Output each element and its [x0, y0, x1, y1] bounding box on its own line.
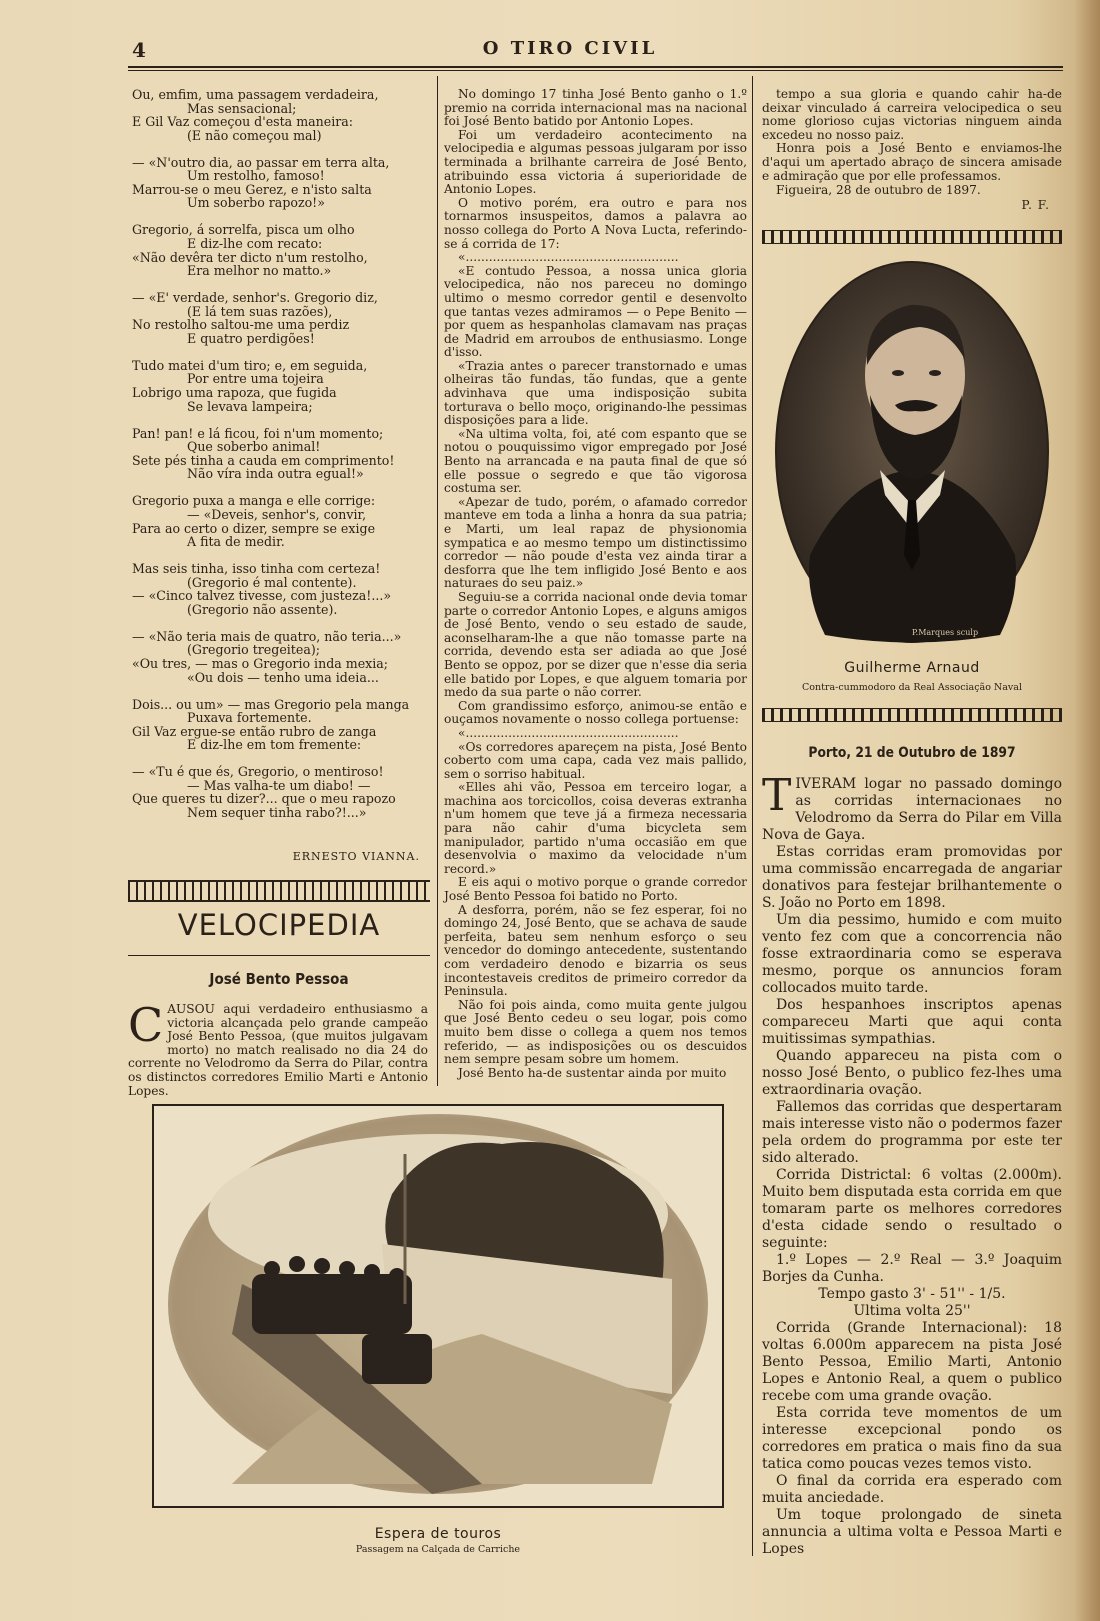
- ornament-divider-2: [762, 230, 1062, 244]
- paragraph: Não foi pois ainda, como muita gente julgou que José Bento cedeu o seu logar, pois como muito bem disse o collega a quem nos temos referido, — as indisposições ou os descuidos nem sempre pesam sobre um homem.: [444, 997, 747, 1067]
- poem-stanza: [132, 494, 427, 548]
- poem-line: (E lá tem suas razões),: [187, 303, 333, 319]
- poem-stanza: [132, 698, 427, 752]
- poem-stanza: [132, 88, 427, 142]
- paragraph: Estas corridas eram promovidas por uma commissão encarregada de angariar donativos para festejar brilhantemente o S. João no Porto em 1898.: [762, 844, 1062, 911]
- column-3-text: [762, 88, 1062, 183]
- poem-stanza: [132, 291, 427, 345]
- paragraph: «Elles ahi vão, Pessoa em terceiro logar, a machina aos torcicollos, coisa deveras extranha n'um homem que teve já a firmeza necessaria para não cahir d'uma bicycleta sem manipulador, partido n'uma occasião em que desenvolvia o maximo da velocidade n'um record.»: [444, 780, 747, 876]
- header-rule: [128, 66, 1063, 68]
- paragraph: Corrida Districtal: 6 voltas (2.000m). Muito bem disputada esta corrida em que tomaram parte os melhores corredores d'esta cidade sendo o resultado o seguinte:: [762, 1167, 1062, 1251]
- paragraph: Um toque prolongado de sineta annuncia a ultima volta e Pessoa Marti e Lopes: [762, 1507, 1062, 1557]
- drop-cap: C: [128, 998, 164, 1052]
- poem-line: No restolho saltou-me uma perdiz: [132, 317, 350, 333]
- poem-line: Por entre uma tojeira: [187, 371, 324, 387]
- portrait-engraving: [770, 255, 1055, 650]
- poem-stanza: [132, 223, 427, 277]
- race-last-lap: Ultima volta 25'': [853, 1303, 971, 1319]
- drop-cap: T: [762, 770, 792, 821]
- page-edge-shadow: [1074, 0, 1100, 1621]
- poem-line: Lobrigo uma rapoza, que fugida: [132, 385, 337, 401]
- paragraph: Um dia pessimo, humido e com muito vento fez com que a concorrencia não fosse extraordinaria como se esperava mesmo, porque os annuncios foram collocados muito tarde.: [762, 912, 1062, 996]
- portrait-caption: Guilherme Arnaud: [844, 660, 980, 676]
- paragraph: Foi um verdadeiro acontecimento na velocipedia e algumas pessoas julgaram por isso terminada a brilhante carreira de José Bento, atribuindo essa victoria á superioridade de Antonio Lopes.: [444, 127, 747, 197]
- paragraph: Esta corrida teve momentos de um interesse excepcional pondo os corredores em pratica o mais fino da sua tatica como poucas vezes temos visto.: [762, 1405, 1062, 1472]
- poem-line: Marrou-se o meu Gerez, e n'isto salta: [132, 181, 372, 197]
- poem-line: A fita de medir.: [187, 534, 285, 550]
- poem-line: «Não devêra ter dicto n'um restolho,: [132, 249, 368, 265]
- poem-line: E Gil Vaz começou d'esta maneira:: [132, 114, 354, 130]
- poem-stanza: [132, 156, 427, 210]
- paragraph: Corrida (Grande Internacional): 18 voltas 6.000m apparecem na pista José Bento Pessoa, Emilio Marti, Antonio Lopes e Antonio Real, a quem o publico recebe com uma grande ovação.: [762, 1320, 1062, 1404]
- poem-line: (Gregorio tregeitea);: [187, 642, 320, 658]
- porto-title: Porto, 21 de Outubro de 1897: [808, 745, 1016, 761]
- poem-line: — Mas valha-te um diabo! —: [187, 777, 371, 793]
- poem-line: Um restolho, famoso!: [187, 168, 325, 184]
- poem-line: Gregorio, á sorrelfa, pisca um olho: [132, 222, 355, 238]
- paragraph: Seguiu-se a corrida nacional onde devia tomar parte o corredor Antonio Lopes, e alguns amigos de José Bento, vendo o seu estado de saude, aconselharam-lhe a que não tomasse parte na corrida, devendo esta ser adiada ao que José Bento se oppoz, por se dizer que n'esse dia seria elle batido por Lopes, e que alguem tomaria por medo da sua parte o não correr.: [444, 589, 747, 700]
- column-rule-1: [437, 76, 438, 1086]
- poem-line: (Gregorio é mal contente).: [187, 574, 357, 590]
- poem-line: — «Devei̇s, senhor's, convir,: [187, 506, 367, 522]
- paragraph: No domingo 17 tinha José Bento ganho o 1.º premio na corrida internacional mas na nacional foi José Bento batido por Antonio Lopes.: [444, 87, 747, 129]
- poem-line: Um soberbo rapozo!»: [187, 195, 325, 211]
- poem-stanza: [132, 562, 427, 616]
- poem-line: — «Tu é que és, Gregorio, o mentiroso!: [132, 764, 384, 780]
- race-result: 1.º Lopes — 2.º Real — 3.º Joaquim Borjes da Cunha.: [762, 1252, 1062, 1285]
- poem-line: Sete pés tinha a cauda em comprimento!: [132, 452, 395, 468]
- poem-line: Se levava lampeira;: [187, 398, 313, 414]
- paragraph: «.......................................................: [458, 250, 679, 265]
- poem-line: Mas sensacional;: [187, 100, 297, 116]
- paragraph: O motivo porém, era outro e para nos tornarmos insuspeitos, damos a palavra ao nosso collega do Porto A Nova Lucta, referindo-se á corrida de 17:: [444, 195, 747, 251]
- poem-line: «Ou dois — tenho uma ideia...: [187, 669, 379, 685]
- paragraph: «.......................................................: [458, 725, 679, 740]
- poem-line: Pan! pan! e lá ficou, foi n'um momento;: [132, 425, 384, 441]
- poem-line: E quatro perdigões!: [187, 330, 315, 346]
- ornament-divider-3: [762, 708, 1062, 722]
- porto-article: [762, 770, 1062, 1558]
- poem-line: Tudo matei d'um tiro; e, em seguida,: [132, 357, 368, 373]
- poem-line: — «Não teria mais de quatro, não teria...»: [132, 628, 402, 644]
- poem-line: Que queres tu dizer?... que o meu rapozo: [132, 791, 396, 807]
- paragraph: Com grandissimo esforço, animou-se então e ouçamos novamente o nosso collega portuense:: [444, 698, 747, 727]
- paragraph: tempo a sua gloria e quando cahir ha-de deixar vinculado á carreira velocipedica o seu nome glorioso cujas victorias ninguem ainda excedeu no nosso paiz.: [762, 87, 1062, 142]
- poem-line: Puxava fortemente.: [187, 710, 312, 726]
- header-rule-thin: [128, 70, 1063, 71]
- paragraph: «E contudo Pessoa, a nossa unica gloria velocipedica, não nos pareceu no domingo ultimo o mesmo corredor gentil e desenvolto que tantas vezes admiramos — o Pepe Benito — por quem as hespanholas clamavam nas praças de Madrid em arroubos de enthusiasmo. Longe d'isso.: [444, 263, 747, 360]
- poem-line: Mas seis tinha, isso tinha com certeza!: [132, 561, 381, 577]
- photo-subcaption: Passagem na Calçada de Carriche: [355, 1544, 521, 1555]
- poem-line: Ou, emfim, uma passagem verdadeira,: [132, 87, 379, 102]
- poem-line: Nem sequer tinha rabo?!...»: [187, 804, 367, 820]
- paragraph: «Na ultima volta, foi, até com espanto que se notou o pouquissimo vigor empregado por José Bento na arrancada e na pauta final de que só elle possue o segredo e que tão vigorosa costuma ser.: [444, 426, 747, 496]
- poem-line: (E não começou mal): [187, 127, 322, 143]
- section-title: VELOCIPEDIA: [177, 908, 381, 942]
- paragraph: A desforra, porém, não se fez esperar, foi no domingo 24, José Bento, que se achava de saude perfeita, bateu sem nenhum esforço o seu vencedor do domingo antecedente, sustentando com verdadeiro denodo e bizarria os seus incontestaveis creditos de primeiro corredor da Peninsula.: [444, 902, 747, 999]
- photo-caption: Espera de touros: [374, 1526, 502, 1542]
- paragraph: Quando appareceu na pista com o nosso José Bento, o publico fez-lhes uma extraordinaria ovação.: [762, 1048, 1062, 1098]
- paragraph: «Apezar de tudo, porém, o afamado corredor manteve em toda a linha a honra da sua patria; e Marti, um leal rapaz de physionomia sympatica e ao mesmo tempo um distinctissimo corredor — não poude d'esta vez ainda tirar a desforra que lhe tem infligido José Bento e aos naturaes do seu paiz.»: [444, 494, 747, 591]
- paragraph: Fallemos das corridas que despertaram mais interesse visto não o podermos fazer pela ordem do programma por este ter sido alterado.: [762, 1099, 1062, 1166]
- poem: [132, 88, 427, 833]
- poem-stanza: [132, 359, 427, 413]
- poem-line: — «N'outro dia, ao passar em terra alta,: [132, 154, 390, 170]
- poem-stanza: [132, 765, 427, 819]
- page-number: 4: [132, 38, 146, 62]
- poem-line: — «Cinco talvez tivesse, com justeza!...»: [132, 588, 392, 604]
- journal-title: O TIRO CIVIL: [482, 38, 658, 59]
- portrait-subcaption: Contra-cummodoro da Real Associação Naval: [802, 682, 1022, 693]
- poem-line: Para ao certo o dizer, sempre se exige: [132, 520, 376, 536]
- poem-line: «Ou tres, — mas o Gregorio inda mexia;: [132, 655, 389, 671]
- paragraph: Honra pois a José Bento e enviamos-lhe d'aqui um apertado abraço de sincera amisade e admiração que por elle professamos.: [762, 141, 1062, 183]
- section-rule: [128, 955, 430, 956]
- poem-stanza: [132, 630, 427, 684]
- dateline: Figueira, 28 de outubro de 1897.: [776, 183, 981, 197]
- poem-line: Dois... ou um» — mas Gregorio pela manga: [132, 696, 410, 712]
- paragraph: IVERAM logar no passado domingo as corridas internacionaes no Velodromo da Serra do Pilar em Villa Nova de Gaya.: [762, 776, 1062, 843]
- poem-line: E diz-lhe em tom fremente:: [187, 737, 362, 753]
- bullfight-photograph: [152, 1104, 724, 1508]
- paragraph: Dos hespanhoes inscriptos apenas compareceu Marti que aqui conta muitissimas sympathias.: [762, 997, 1062, 1047]
- poem-line: Gil Vaz ergue-se então rubro de zanga: [132, 723, 377, 739]
- signature: P. F.: [1021, 198, 1050, 212]
- poem-line: Que soberbo animal!: [187, 439, 321, 455]
- race-time: Tempo gasto 3' - 51'' - 1/5.: [818, 1286, 1006, 1302]
- paragraph: José Bento ha-de sustentar ainda por muito: [458, 1065, 727, 1080]
- paragraph: O final da corrida era esperado com muita anciedade.: [762, 1473, 1062, 1506]
- intro-text: AUSOU aqui verdadeiro enthusiasmo a victoria alcançada pelo grande campeão José Bento Pessoa, (que muitos julgavam morto) no match realisado no dia 24 do corrente no Velodromo da Serra do Pilar, contra os distinctos corredores Emilio Marti e Antonio Lopes.: [128, 1002, 428, 1098]
- column-2-text: [444, 88, 747, 1080]
- poem-line: E diz-lhe com recato:: [187, 236, 323, 252]
- paragraph: «Os corredores apareçem na pista, José Bento coberto com uma capa, cada vez mais pallido, sem o sorriso habitual.: [444, 739, 747, 781]
- paragraph: «Trazia antes o parecer transtornado e umas olheiras tão fundas, tão fundas, que a gente advinhava que uma indisposição subita torturava o bello moço, originando-lhe pessimas disposições para a lide.: [444, 358, 747, 428]
- poem-line: (Gregorio não assente).: [187, 601, 338, 617]
- poem-line: — «E' verdade, senhor's. Gregorio diz,: [132, 290, 378, 306]
- poem-stanza: [132, 427, 427, 481]
- engraver-signature: P.Marques sculp: [911, 628, 979, 637]
- article-intro: [128, 998, 428, 1098]
- ornament-divider: [128, 880, 430, 902]
- poem-line: Era melhor no matto.»: [187, 263, 332, 279]
- poem-line: Gregorio puxa a manga e elle corrige:: [132, 493, 376, 509]
- paragraph: E eis aqui o motivo porque o grande corredor José Bento Pessoa foi batido no Porto.: [444, 875, 747, 904]
- article-subtitle: José Bento Pessoa: [209, 970, 349, 988]
- poem-line: Não víra inda outra egual!»: [187, 466, 364, 482]
- column-rule-2: [752, 76, 753, 1556]
- poem-author: ERNESTO VIANNA.: [292, 850, 420, 863]
